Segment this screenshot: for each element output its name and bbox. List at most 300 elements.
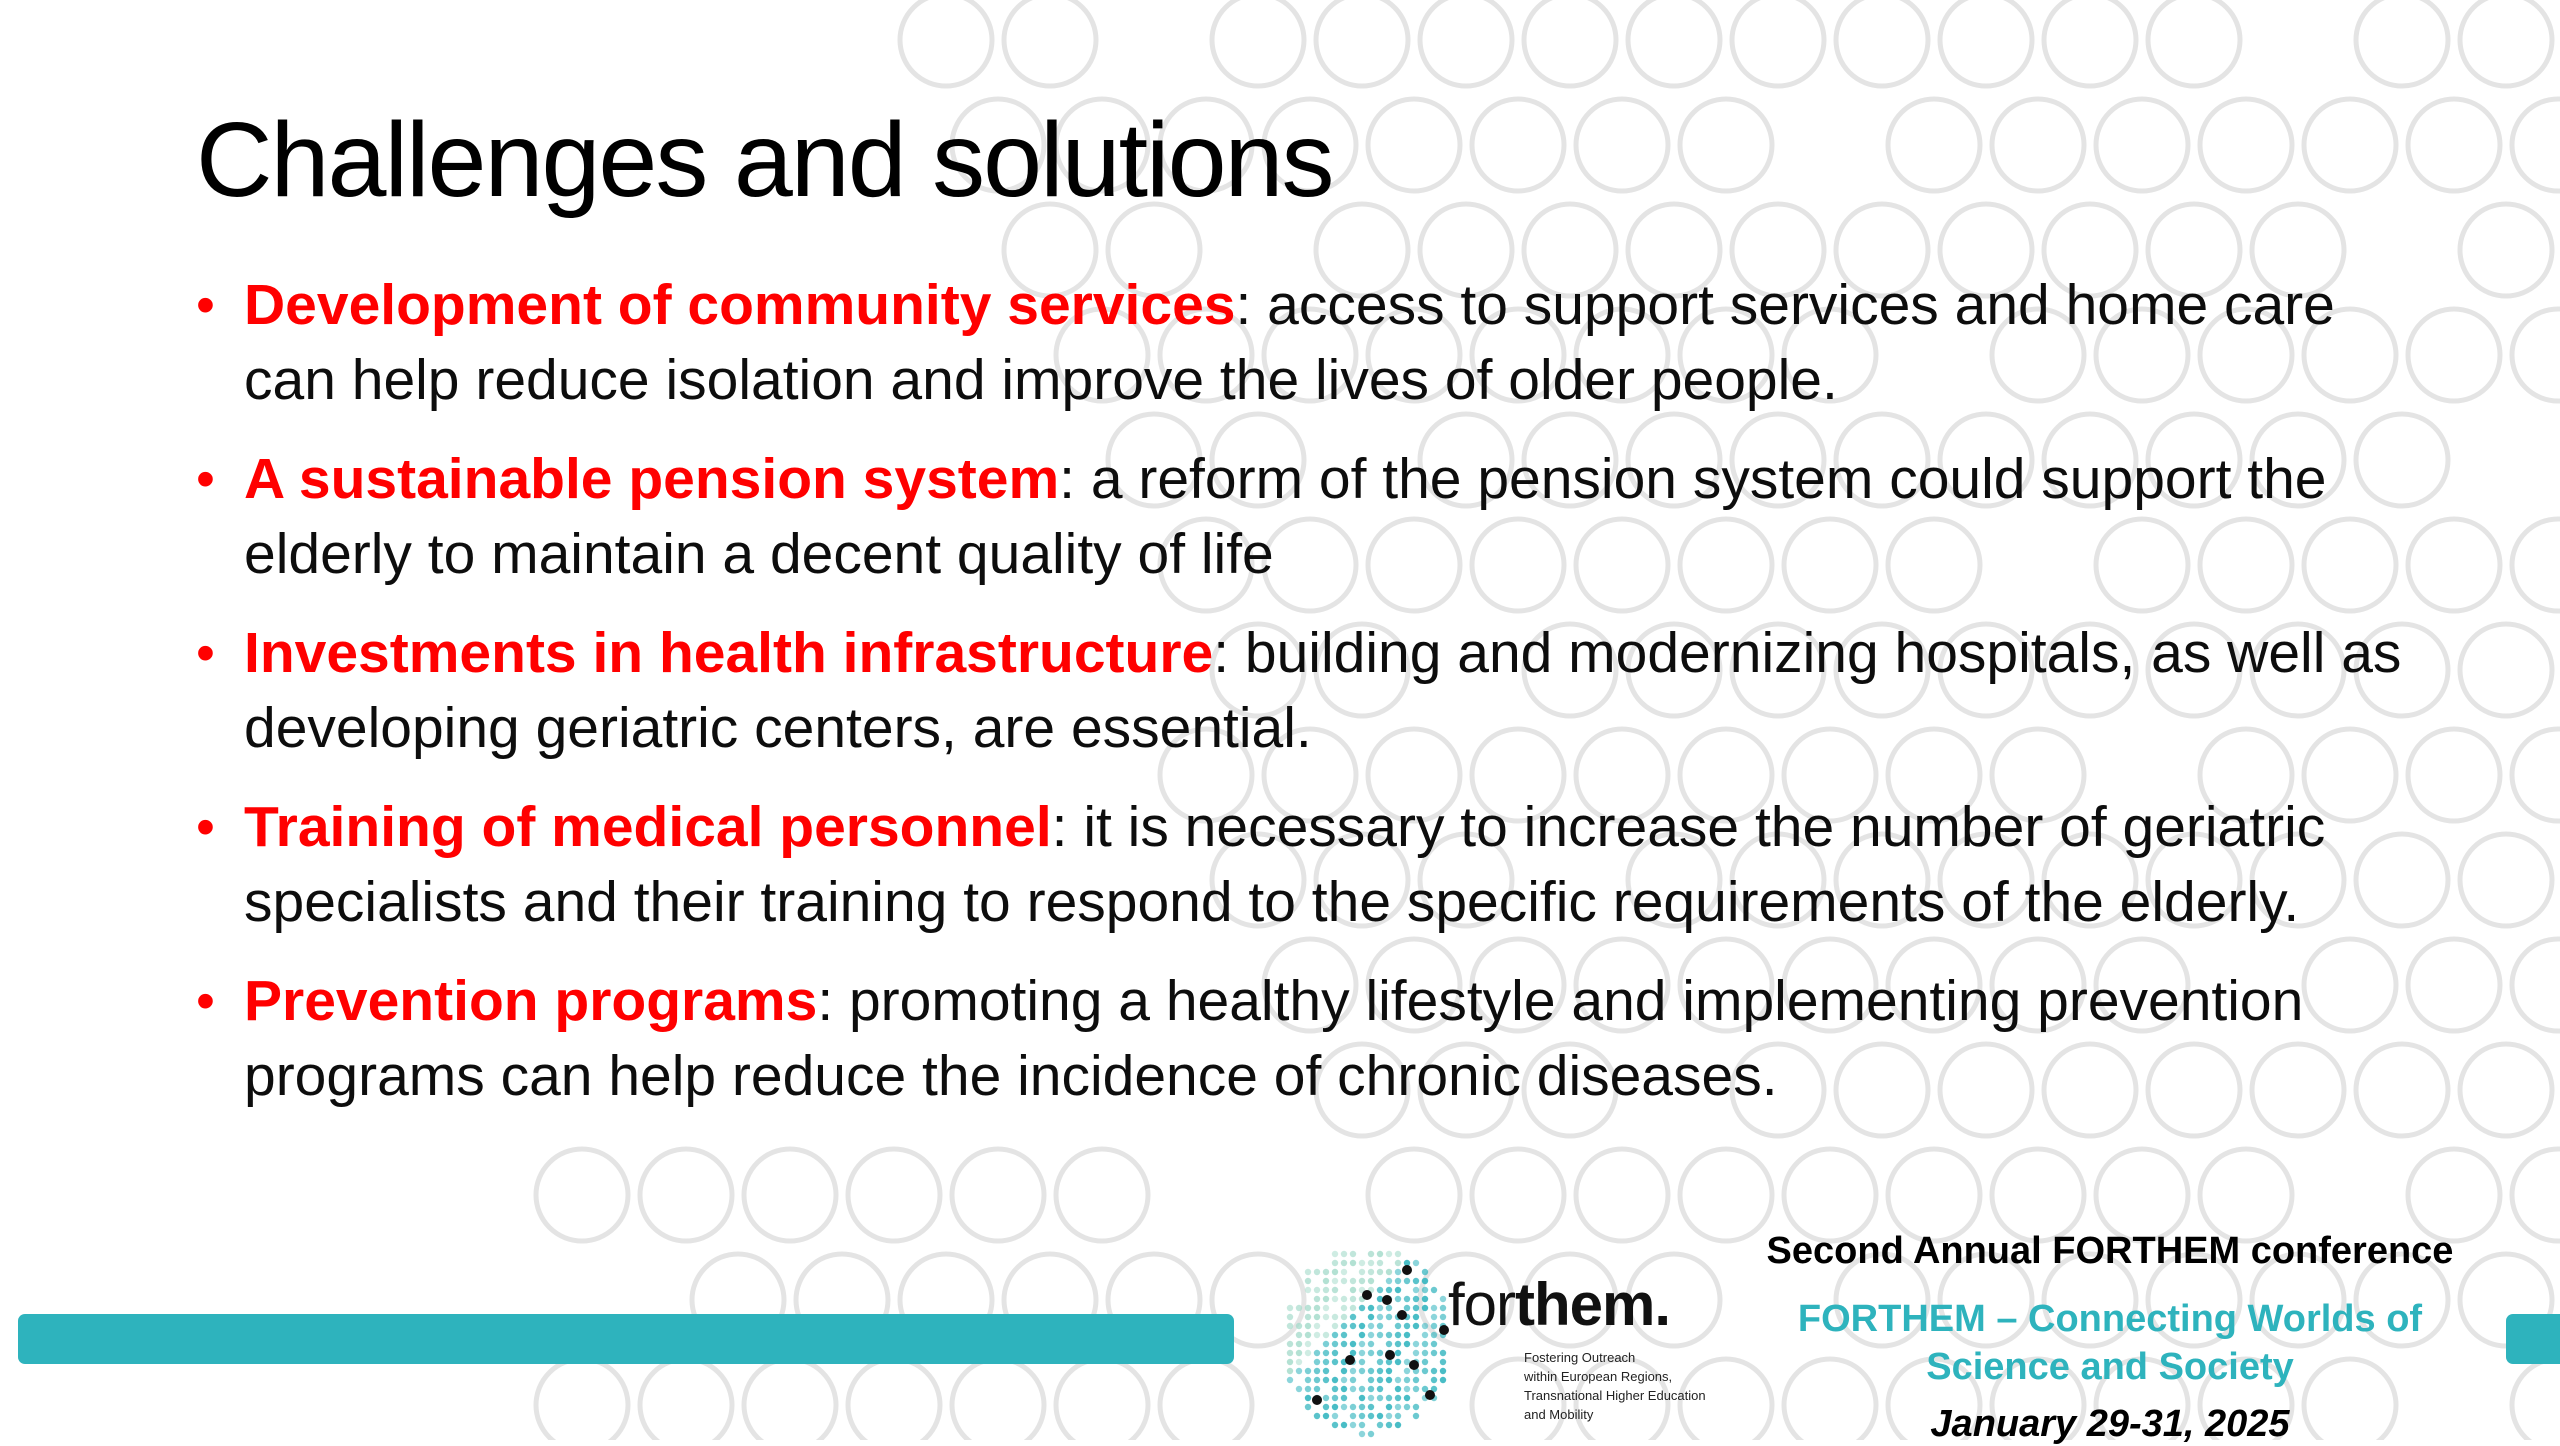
map-dot [1386,1332,1392,1338]
map-dot [1386,1287,1392,1293]
background-circle [1836,0,1928,86]
background-circle [640,1149,732,1241]
background-circle [2512,1149,2560,1241]
map-dot [1440,1296,1446,1302]
map-dot [1332,1287,1338,1293]
map-dot [1305,1323,1311,1329]
map-dot [1341,1314,1347,1320]
map-dot [1350,1260,1356,1266]
map-dot [1368,1350,1374,1356]
map-dot [1305,1341,1311,1347]
map-dot [1332,1359,1338,1365]
map-dot [1386,1404,1392,1410]
bullet-item [196,964,2436,1114]
map-dot [1350,1404,1356,1410]
map-dot [1350,1413,1356,1419]
map-dot [1440,1305,1446,1311]
map-dot [1413,1314,1419,1320]
map-dot [1332,1278,1338,1284]
map-dot [1359,1404,1365,1410]
map-dot [1305,1287,1311,1293]
bullet-icon: • [196,971,215,1031]
map-dot [1422,1278,1428,1284]
map-dot [1422,1350,1428,1356]
map-dot [1368,1260,1374,1266]
map-dot [1350,1341,1356,1347]
map-dot [1332,1404,1338,1410]
bullet-icon: • [196,797,215,857]
map-dot [1341,1386,1347,1392]
map-dot [1323,1368,1329,1374]
bullet-icon: • [196,275,215,335]
forthem-logo [1262,1230,1732,1440]
map-dot [1431,1350,1437,1356]
map-dot [1413,1287,1419,1293]
map-dot [1386,1422,1392,1428]
map-dot [1368,1386,1374,1392]
background-circle [2200,99,2292,191]
map-dot [1440,1377,1446,1383]
map-dot [1377,1305,1383,1311]
map-dot [1359,1350,1365,1356]
map-city-dot [1362,1290,1372,1300]
map-dot [1350,1422,1356,1428]
map-dot [1377,1269,1383,1275]
map-dot [1314,1269,1320,1275]
map-dot [1323,1305,1329,1311]
logo-tagline-line: within European Regions, [1524,1369,1673,1384]
map-dot [1395,1359,1401,1365]
background-circle [2460,0,2552,86]
bullet-item [196,616,2436,766]
map-dot [1314,1359,1320,1365]
background-circle [1472,99,1564,191]
map-dot [1404,1323,1410,1329]
map-dot [1341,1251,1347,1257]
map-dot [1395,1395,1401,1401]
map-dot [1422,1359,1428,1365]
background-circle [2148,0,2240,86]
bullet-text: : a reform of the pension system could support the elderly to maintain a decent quality of life [244,447,2327,586]
background-circle [2304,99,2396,191]
map-dot [1377,1251,1383,1257]
map-dot [1332,1332,1338,1338]
map-dot [1323,1341,1329,1347]
background-circle [1056,1149,1148,1241]
map-dot [1323,1413,1329,1419]
map-dot [1359,1332,1365,1338]
map-dot [1350,1377,1356,1383]
map-dot [1305,1368,1311,1374]
background-circle [1316,0,1408,86]
map-dot [1413,1377,1419,1383]
background-circle [1680,99,1772,191]
logo-wordmark-light: for [1448,1271,1516,1338]
map-dot [1323,1269,1329,1275]
map-dot [1359,1323,1365,1329]
logo-wordmark [1448,1270,1670,1339]
map-dot [1386,1413,1392,1419]
background-circle [2044,0,2136,86]
map-dot [1386,1269,1392,1275]
bullet-text: : access to support services and home care can help reduce isolation and improve the lives of older people. [244,273,2335,412]
map-dot [1368,1404,1374,1410]
map-dot [1287,1368,1293,1374]
map-dot [1368,1377,1374,1383]
map-dot [1359,1422,1365,1428]
map-dot [1305,1332,1311,1338]
map-dot [1287,1341,1293,1347]
map-dot [1287,1359,1293,1365]
map-dot [1368,1395,1374,1401]
conference-theme [1730,1295,2490,1391]
map-city-dot [1312,1395,1322,1405]
map-dot [1404,1305,1410,1311]
map-dot [1305,1386,1311,1392]
background-circle [1888,1149,1980,1241]
map-dot [1323,1377,1329,1383]
map-dot [1305,1314,1311,1320]
map-dot [1359,1413,1365,1419]
map-dot [1422,1269,1428,1275]
background-circle [1992,99,2084,191]
bullet-item [196,790,2436,940]
conference-theme-line: FORTHEM – Connecting Worlds of [1797,1298,2423,1340]
map-dot [1359,1431,1365,1437]
map-dot [1395,1332,1401,1338]
background-circle [2096,99,2188,191]
map-dot [1350,1314,1356,1320]
map-dot [1395,1422,1401,1428]
map-dot [1323,1395,1329,1401]
map-dot [1404,1296,1410,1302]
map-dot [1368,1341,1374,1347]
map-dot [1413,1350,1419,1356]
map-dot [1314,1377,1320,1383]
map-dot [1314,1323,1320,1329]
map-dot [1332,1395,1338,1401]
background-circle [744,1359,836,1440]
conference-info [1730,1230,2490,1446]
map-dot [1341,1269,1347,1275]
conference-theme-line: Science and Society [1926,1346,2294,1388]
background-circle [744,1149,836,1241]
map-city-dot [1425,1390,1435,1400]
map-dot [1305,1305,1311,1311]
background-circle [1576,99,1668,191]
map-dot [1350,1287,1356,1293]
map-dot [1323,1332,1329,1338]
background-circle [1368,99,1460,191]
bullet-text: : building and modernizing hospitals, as well as developing geriatric centers, are essential. [244,621,2402,760]
background-circle [1212,0,1304,86]
background-circle [1056,1359,1148,1440]
footer-accent-bar-right [2506,1314,2560,1364]
map-dot [1368,1269,1374,1275]
background-circle [1732,0,1824,86]
map-dot [1440,1314,1446,1320]
bullet-term: Training of medical personnel [244,795,1052,859]
background-circle [2356,0,2448,86]
map-dot [1350,1323,1356,1329]
bullet-icon: • [196,449,215,509]
map-dot [1431,1368,1437,1374]
map-dot [1440,1359,1446,1365]
map-dot [1332,1296,1338,1302]
map-dot [1413,1404,1419,1410]
map-dot [1368,1305,1374,1311]
map-dot [1332,1323,1338,1329]
background-circle [1940,0,2032,86]
europe-map-icon [1262,1230,1462,1440]
map-dot [1350,1278,1356,1284]
map-dot [1404,1341,1410,1347]
map-dot [1305,1269,1311,1275]
map-dot [1359,1386,1365,1392]
logo-tagline-line: Transnational Higher Education [1524,1388,1706,1403]
map-dot [1413,1386,1419,1392]
map-dot [1341,1278,1347,1284]
background-circle [952,1149,1044,1241]
map-dot [1377,1395,1383,1401]
map-dot [1296,1305,1302,1311]
map-dot [1332,1377,1338,1383]
map-dot [1314,1287,1320,1293]
map-dot [1359,1269,1365,1275]
background-circle [2460,1044,2552,1136]
background-circle [1680,1149,1772,1241]
background-circle [848,1149,940,1241]
map-dot [1323,1287,1329,1293]
map-dot [1404,1368,1410,1374]
map-dot [1323,1404,1329,1410]
map-dot [1413,1305,1419,1311]
map-dot [1395,1269,1401,1275]
background-circle [2200,1149,2292,1241]
map-dot [1413,1341,1419,1347]
background-circle [1472,1149,1564,1241]
map-dot [1386,1278,1392,1284]
map-dot [1359,1260,1365,1266]
map-city-dot [1382,1295,1392,1305]
map-dot [1395,1404,1401,1410]
map-dot [1377,1287,1383,1293]
map-dot [1332,1413,1338,1419]
map-dot [1431,1287,1437,1293]
map-dot [1413,1278,1419,1284]
map-dot [1359,1278,1365,1284]
background-circle [1368,1149,1460,1241]
map-dot [1377,1377,1383,1383]
background-circle [640,1359,732,1440]
map-dot [1350,1296,1356,1302]
background-circle [2512,1359,2560,1440]
map-dot [1287,1377,1293,1383]
map-dot [1404,1395,1410,1401]
map-dot [1395,1278,1401,1284]
map-dot [1314,1314,1320,1320]
map-dot [1314,1368,1320,1374]
map-dot [1323,1296,1329,1302]
background-circle [1992,1149,2084,1241]
background-circle [1576,1149,1668,1241]
bullet-item [196,442,2436,592]
map-dot [1332,1386,1338,1392]
map-dot [1368,1278,1374,1284]
map-dot [1314,1386,1320,1392]
map-dot [1314,1413,1320,1419]
map-dot [1395,1341,1401,1347]
map-dot [1332,1341,1338,1347]
background-circle [848,1359,940,1440]
background-circle [1888,99,1980,191]
map-dot [1341,1341,1347,1347]
map-dot [1422,1368,1428,1374]
map-city-dot [1402,1265,1412,1275]
map-dot [1314,1305,1320,1311]
map-dot [1404,1278,1410,1284]
map-dot [1350,1251,1356,1257]
map-dot [1332,1350,1338,1356]
map-dot [1386,1395,1392,1401]
map-dot [1368,1431,1374,1437]
map-dot [1440,1350,1446,1356]
map-dot [1296,1359,1302,1365]
map-dot [1413,1323,1419,1329]
map-dot [1368,1314,1374,1320]
map-dot [1395,1323,1401,1329]
background-circle [2512,309,2560,401]
map-dot [1341,1395,1347,1401]
background-circle [536,1359,628,1440]
map-dot [1341,1323,1347,1329]
map-dot [1377,1314,1383,1320]
background-circle [1628,0,1720,86]
map-dot [1395,1386,1401,1392]
map-dot [1359,1341,1365,1347]
map-dot [1386,1251,1392,1257]
map-dot [1395,1296,1401,1302]
map-dot [1404,1332,1410,1338]
map-dot [1431,1305,1437,1311]
map-dot [1431,1323,1437,1329]
map-dot [1386,1314,1392,1320]
logo-tagline-line: Fostering Outreach [1524,1350,1636,1365]
map-dot [1368,1251,1374,1257]
background-circle [2408,1149,2500,1241]
map-dot [1377,1359,1383,1365]
logo-wordmark-bold: them. [1515,1271,1671,1338]
background-circle [1004,0,1096,86]
background-circle [2460,204,2552,296]
background-circle [2460,624,2552,716]
map-dot [1332,1422,1338,1428]
bullet-term: Investments in health infrastructure [244,621,1214,685]
background-circle [2512,519,2560,611]
background-circle [952,1359,1044,1440]
logo-tagline-line: and Mobility [1524,1407,1594,1422]
map-dot [1332,1269,1338,1275]
map-dot [1287,1350,1293,1356]
map-dot [1341,1332,1347,1338]
map-dot [1422,1332,1428,1338]
map-dot [1305,1377,1311,1383]
map-dot [1350,1386,1356,1392]
background-circle [2512,939,2560,1031]
map-dot [1323,1350,1329,1356]
map-dot [1350,1368,1356,1374]
background-circle [536,1149,628,1241]
map-dot [1413,1413,1419,1419]
bullet-text: : promoting a healthy lifestyle and implementing prevention programs can help reduce the incidence of chronic diseases. [244,969,2304,1108]
map-dot [1404,1377,1410,1383]
map-dot [1431,1341,1437,1347]
map-dot [1377,1413,1383,1419]
map-dot [1413,1296,1419,1302]
map-dot [1314,1350,1320,1356]
background-circle [1420,0,1512,86]
map-dot [1431,1332,1437,1338]
map-dot [1368,1413,1374,1419]
map-dot [1395,1260,1401,1266]
bullet-list [196,268,2436,1138]
bullet-item [196,268,2436,418]
map-dot [1377,1386,1383,1392]
map-dot [1377,1260,1383,1266]
map-dot [1386,1341,1392,1347]
map-dot [1296,1350,1302,1356]
map-dot [1359,1368,1365,1374]
map-dot [1422,1287,1428,1293]
map-dot [1386,1377,1392,1383]
map-dot [1422,1296,1428,1302]
map-dot [1395,1287,1401,1293]
map-dot [1395,1377,1401,1383]
background-circle [2096,1149,2188,1241]
map-dot [1368,1368,1374,1374]
map-city-dot [1345,1355,1355,1365]
map-dot [1413,1260,1419,1266]
background-circle [2408,99,2500,191]
map-dot [1404,1386,1410,1392]
map-dot [1287,1305,1293,1311]
conference-name: Second Annual FORTHEM conference [1766,1230,2454,1272]
map-city-dot [1397,1310,1407,1320]
map-dot [1332,1314,1338,1320]
map-dot [1305,1404,1311,1410]
map-dot [1359,1395,1365,1401]
background-circle [2460,834,2552,926]
map-dot [1431,1377,1437,1383]
map-dot [1341,1422,1347,1428]
background-circle [900,0,992,86]
map-dot [1377,1368,1383,1374]
background-circle [2512,729,2560,821]
map-city-dot [1385,1350,1395,1360]
map-dot [1332,1251,1338,1257]
map-dot [1368,1323,1374,1329]
map-dot [1377,1422,1383,1428]
map-dot [1296,1323,1302,1329]
map-dot [1377,1350,1383,1356]
map-dot [1395,1350,1401,1356]
bullet-text: : it is necessary to increase the number of geriatric specialists and their training to respond to the specific requirements of the elderly. [244,795,2326,934]
bullet-term: Development of community services [244,273,1236,337]
bullet-term: Prevention programs [244,969,818,1033]
map-dot [1296,1386,1302,1392]
map-dot [1395,1413,1401,1419]
map-dot [1332,1260,1338,1266]
